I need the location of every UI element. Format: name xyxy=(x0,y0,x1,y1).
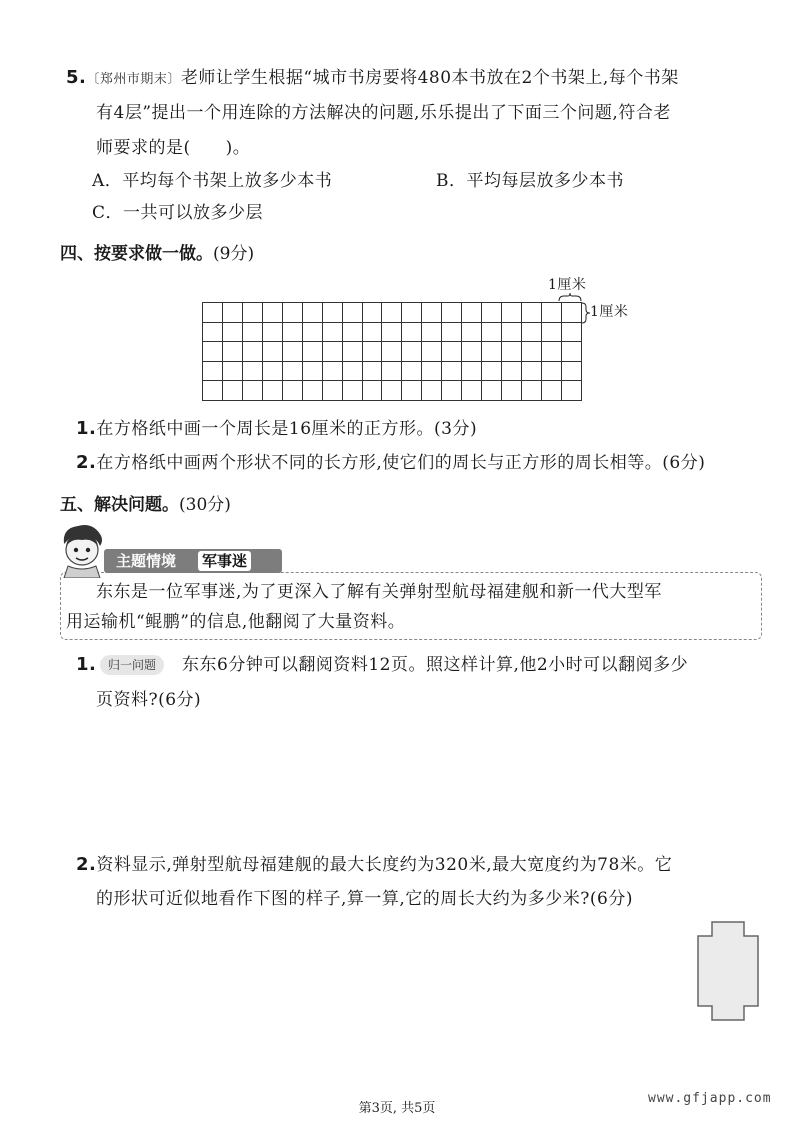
grid-cell[interactable] xyxy=(561,342,581,362)
grid-cell[interactable] xyxy=(302,342,322,362)
grid-cell[interactable] xyxy=(362,342,382,362)
grid-cell[interactable] xyxy=(342,342,362,362)
watermark: www.gfjapp.com xyxy=(648,1091,772,1106)
grid-cell[interactable] xyxy=(561,303,581,323)
section4-q1-number: 1. xyxy=(76,418,97,439)
grid-cell[interactable] xyxy=(203,303,223,323)
q5-line2: 有4层”提出一个用连除的方法解决的问题,乐乐提出了下面三个问题,符合老 xyxy=(96,103,671,123)
grid-row xyxy=(203,322,582,342)
grid-cell[interactable] xyxy=(242,303,262,323)
grid-cell[interactable] xyxy=(322,303,342,323)
grid-cell[interactable] xyxy=(442,322,462,342)
grid-cell[interactable] xyxy=(541,303,561,323)
q5-number: 5. xyxy=(66,67,87,88)
grid-cell[interactable] xyxy=(302,303,322,323)
story-line2: 用运输机“鲲鹏”的信息,他翻阅了大量资料。 xyxy=(66,612,406,632)
grid-cell[interactable] xyxy=(482,381,502,401)
grid-cell[interactable] xyxy=(462,342,482,362)
q5-option-a: A．平均每个书架上放多少本书 xyxy=(92,171,333,191)
grid-cell[interactable] xyxy=(522,342,542,362)
grid-cell[interactable] xyxy=(203,381,223,401)
theme-name: 军事迷 xyxy=(198,551,251,571)
grid-cell[interactable] xyxy=(302,381,322,401)
grid-cell[interactable] xyxy=(322,322,342,342)
section4-heading xyxy=(60,242,254,266)
grid-cell[interactable] xyxy=(322,342,342,362)
grid-cell[interactable] xyxy=(362,322,382,342)
grid-cell[interactable] xyxy=(342,303,362,323)
grid-cell[interactable] xyxy=(282,303,302,323)
grid-cell[interactable] xyxy=(482,342,502,362)
boy-avatar-icon xyxy=(56,522,108,578)
grid-cell[interactable] xyxy=(422,381,442,401)
grid-cell[interactable] xyxy=(442,361,462,381)
grid-cell[interactable] xyxy=(462,381,482,401)
section4-title: 四、按要求做一做。 xyxy=(60,244,213,264)
section5-q1-tag: 归一问题 xyxy=(100,655,164,675)
grid-cell[interactable] xyxy=(203,342,223,362)
grid-cell[interactable] xyxy=(462,303,482,323)
q5-option-c: C．一共可以放多少层 xyxy=(92,203,264,223)
grid-cell[interactable] xyxy=(422,361,442,381)
grid-cell[interactable] xyxy=(561,322,581,342)
grid-cell[interactable] xyxy=(262,322,282,342)
grid-label-height: 1厘米 xyxy=(590,304,629,320)
grid-cell[interactable] xyxy=(482,303,502,323)
story-line1: 东东是一位军事迷,为了更深入了解有关弹射型航母福建舰和新一代大型军 xyxy=(96,582,662,602)
grid-cell[interactable] xyxy=(482,361,502,381)
grid-cell[interactable] xyxy=(322,381,342,401)
section5-q1-line1 xyxy=(76,653,96,677)
grid-cell[interactable] xyxy=(362,361,382,381)
q5-option-b: B．平均每层放多少本书 xyxy=(436,171,624,191)
grid-cell[interactable] xyxy=(502,303,522,323)
grid-cell[interactable] xyxy=(262,381,282,401)
grid-cell[interactable] xyxy=(422,322,442,342)
grid-cell[interactable] xyxy=(502,322,522,342)
grid-cell[interactable] xyxy=(262,342,282,362)
section5-title: 五、解决问题。 xyxy=(60,495,179,515)
grid-cell[interactable] xyxy=(541,322,561,342)
grid-cell[interactable] xyxy=(222,361,242,381)
section4-q1 xyxy=(76,417,477,441)
grid-cell[interactable] xyxy=(242,381,262,401)
grid-cell[interactable] xyxy=(382,342,402,362)
grid-cell[interactable] xyxy=(322,361,342,381)
grid-cell[interactable] xyxy=(282,322,302,342)
grid-cell[interactable] xyxy=(442,303,462,323)
grid-cell[interactable] xyxy=(502,381,522,401)
grid-cell[interactable] xyxy=(462,322,482,342)
grid-cell[interactable] xyxy=(302,361,322,381)
grid-cell[interactable] xyxy=(382,322,402,342)
section5-q2-text-line1: 资料显示,弹射型航母福建舰的最大长度约为320米,最大宽度约为78米。它 xyxy=(96,855,673,875)
q5-line1 xyxy=(66,66,679,92)
grid-cell[interactable] xyxy=(203,361,223,381)
grid-cell[interactable] xyxy=(522,303,542,323)
section5-q1-number: 1. xyxy=(76,654,97,675)
grid-cell[interactable] xyxy=(382,381,402,401)
grid-cell[interactable] xyxy=(422,342,442,362)
page-number: 第3页, 共5页 xyxy=(358,1101,436,1116)
grid-cell[interactable] xyxy=(561,381,581,401)
grid-cell[interactable] xyxy=(222,303,242,323)
section4-score: (9分) xyxy=(213,244,255,264)
section4-q2 xyxy=(76,451,705,475)
grid-cell[interactable] xyxy=(342,381,362,401)
grid-width-brace xyxy=(558,293,582,302)
grid-row xyxy=(203,342,582,362)
grid-cell[interactable] xyxy=(222,342,242,362)
grid-cell[interactable] xyxy=(402,381,422,401)
grid-cell[interactable] xyxy=(442,381,462,401)
grid-cell[interactable] xyxy=(402,322,422,342)
grid-cell[interactable] xyxy=(402,342,422,362)
theme-label: 主题情境 xyxy=(116,552,177,570)
grid-cell[interactable] xyxy=(203,322,223,342)
grid-cell[interactable] xyxy=(502,361,522,381)
grid-cell[interactable] xyxy=(242,322,262,342)
grid-cell[interactable] xyxy=(222,322,242,342)
grid-cell[interactable] xyxy=(262,303,282,323)
grid-cell[interactable] xyxy=(462,361,482,381)
grid-cell[interactable] xyxy=(302,322,322,342)
grid-cell[interactable] xyxy=(382,303,402,323)
grid-cell[interactable] xyxy=(541,342,561,362)
section5-score: (30分) xyxy=(179,495,231,515)
grid-cell[interactable] xyxy=(422,303,442,323)
section5-q1-text-line1: 东东6分钟可以翻阅资料12页。照这样计算,他2小时可以翻阅多少 xyxy=(182,655,689,675)
section5-heading xyxy=(60,493,231,517)
grid-cell[interactable] xyxy=(242,361,262,381)
grid-row xyxy=(203,303,582,323)
carrier-shape-figure xyxy=(690,920,766,1022)
grid-cell[interactable] xyxy=(262,361,282,381)
section5-q1-text-line2: 页资料?(6分) xyxy=(96,690,202,710)
grid-cell[interactable] xyxy=(442,342,462,362)
section4-q1-text: 在方格纸中画一个周长是16厘米的正方形。(3分) xyxy=(96,419,478,439)
grid-cell[interactable] xyxy=(402,361,422,381)
section5-q2-line1 xyxy=(76,853,672,877)
grid-cell[interactable] xyxy=(541,381,561,401)
grid-cell[interactable] xyxy=(362,381,382,401)
square-grid-paper[interactable] xyxy=(202,302,582,401)
grid-cell[interactable] xyxy=(282,381,302,401)
grid-cell[interactable] xyxy=(522,381,542,401)
grid-cell[interactable] xyxy=(362,303,382,323)
q5-line3: 师要求的是( )。 xyxy=(96,138,251,158)
grid-label-width: 1厘米 xyxy=(548,277,587,293)
section4-q2-text: 在方格纸中画两个形状不同的长方形,使它们的周长与正方形的周长相等。(6分) xyxy=(96,453,706,473)
grid-cell[interactable] xyxy=(541,361,561,381)
q5-text-line1: 老师让学生根据“城市书房要将480本书放在2个书架上,每个书架 xyxy=(180,68,679,88)
grid-cell[interactable] xyxy=(242,342,262,362)
grid-cell[interactable] xyxy=(522,361,542,381)
grid-cell[interactable] xyxy=(222,381,242,401)
section5-q2-text-line2: 的形状可近似地看作下图的样子,算一算,它的周长大约为多少米?(6分) xyxy=(96,889,634,909)
section5-q2-number: 2. xyxy=(76,854,97,875)
grid-cell[interactable] xyxy=(282,342,302,362)
grid-cell[interactable] xyxy=(382,361,402,381)
theme-banner xyxy=(104,549,282,573)
grid-cell[interactable] xyxy=(502,342,522,362)
section4-q2-number: 2. xyxy=(76,452,97,473)
grid-row xyxy=(203,361,582,381)
grid-cell[interactable] xyxy=(561,361,581,381)
grid-cell[interactable] xyxy=(342,322,362,342)
grid-cell[interactable] xyxy=(342,361,362,381)
grid-cell[interactable] xyxy=(282,361,302,381)
grid-cell[interactable] xyxy=(402,303,422,323)
grid-cell[interactable] xyxy=(522,322,542,342)
grid-row xyxy=(203,381,582,401)
q5-source: 〔郑州市期末〕 xyxy=(86,72,181,87)
grid-cell[interactable] xyxy=(482,322,502,342)
